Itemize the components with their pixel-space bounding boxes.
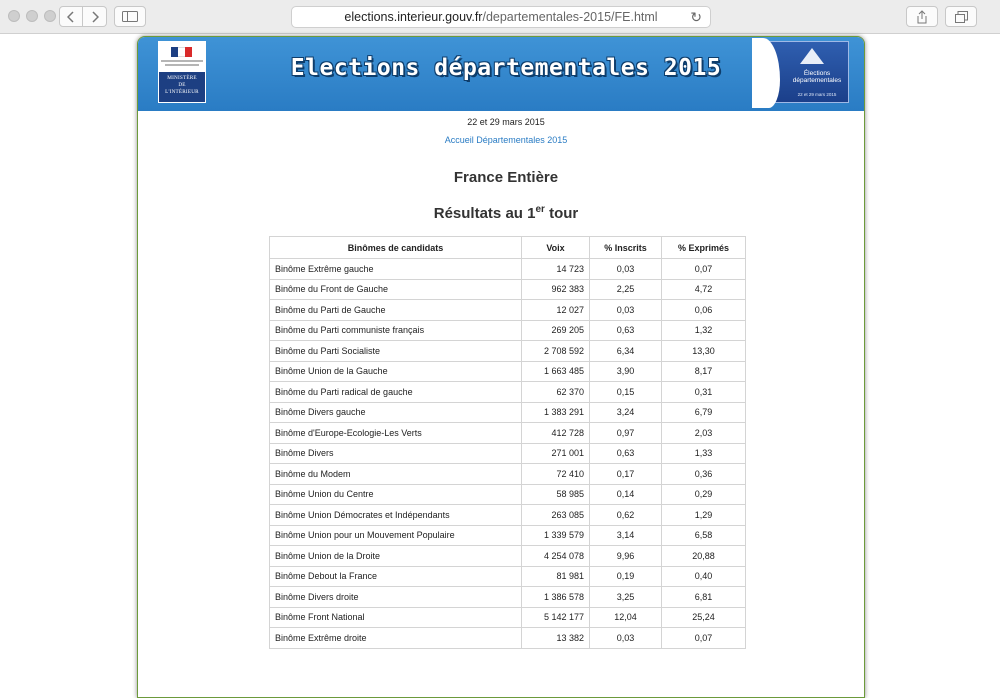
percent-inscrits-cell: 3,24 <box>590 402 662 423</box>
percent-inscrits-cell: 0,03 <box>590 259 662 280</box>
chevron-left-icon <box>67 11 75 23</box>
candidate-name-cell: Binôme d'Europe-Ecologie-Les Verts <box>270 423 522 444</box>
votes-cell: 81 981 <box>522 566 590 587</box>
percent-exprimes-cell: 8,17 <box>662 361 746 382</box>
candidate-name-cell: Binôme du Parti radical de gauche <box>270 382 522 403</box>
logo-line: MINISTÈRE <box>167 75 197 81</box>
percent-exprimes-cell: 1,32 <box>662 320 746 341</box>
ballot-icon <box>800 48 824 64</box>
content-frame <box>137 36 865 698</box>
table-row <box>270 279 746 300</box>
table-row <box>270 443 746 464</box>
votes-cell: 72 410 <box>522 464 590 485</box>
votes-cell: 62 370 <box>522 382 590 403</box>
percent-inscrits-cell: 0,03 <box>590 628 662 649</box>
candidate-name-cell: Binôme du Modem <box>270 464 522 485</box>
logo-line: départementales <box>792 77 842 84</box>
logo-elections-label <box>786 70 848 84</box>
percent-inscrits-cell: 3,14 <box>590 525 662 546</box>
votes-cell: 263 085 <box>522 505 590 526</box>
logo-line: L'INTÉRIEUR <box>165 89 199 95</box>
percent-inscrits-cell: 0,15 <box>590 382 662 403</box>
column-header: % Inscrits <box>590 237 662 259</box>
results-table-body <box>270 259 746 649</box>
candidate-name-cell: Binôme Divers gauche <box>270 402 522 423</box>
share-button[interactable] <box>906 6 938 27</box>
candidate-name-cell: Binôme Divers <box>270 443 522 464</box>
table-row <box>270 402 746 423</box>
results-heading <box>138 204 865 222</box>
results-heading-sup: er <box>535 204 545 215</box>
percent-exprimes-cell: 1,33 <box>662 443 746 464</box>
percent-exprimes-cell: 6,79 <box>662 402 746 423</box>
table-row <box>270 464 746 485</box>
candidate-name-cell: Binôme du Parti Socialiste <box>270 341 522 362</box>
votes-cell: 5 142 177 <box>522 607 590 628</box>
percent-exprimes-cell: 0,40 <box>662 566 746 587</box>
browser-toolbar <box>0 0 1000 34</box>
candidate-name-cell: Binôme Union du Centre <box>270 484 522 505</box>
site-title: Elections départementales 2015 <box>290 55 722 81</box>
table-row <box>270 300 746 321</box>
percent-exprimes-cell: 0,07 <box>662 628 746 649</box>
results-heading-suffix: tour <box>544 205 579 222</box>
votes-cell: 1 383 291 <box>522 402 590 423</box>
close-window-icon[interactable] <box>8 10 20 22</box>
column-header: % Exprimés <box>662 237 746 259</box>
percent-exprimes-cell: 1,29 <box>662 505 746 526</box>
zoom-window-icon[interactable] <box>44 10 56 22</box>
percent-exprimes-cell: 25,24 <box>662 607 746 628</box>
address-bar[interactable] <box>291 6 711 28</box>
percent-inscrits-cell: 0,62 <box>590 505 662 526</box>
votes-cell: 13 382 <box>522 628 590 649</box>
table-row <box>270 382 746 403</box>
table-row <box>270 607 746 628</box>
table-row <box>270 546 746 567</box>
column-header: Voix <box>522 237 590 259</box>
percent-inscrits-cell: 9,96 <box>590 546 662 567</box>
home-link[interactable]: Accueil Départementales 2015 <box>444 135 568 145</box>
candidate-name-cell: Binôme du Front de Gauche <box>270 279 522 300</box>
votes-cell: 1 386 578 <box>522 587 590 608</box>
votes-cell: 1 339 579 <box>522 525 590 546</box>
results-table <box>269 236 746 649</box>
percent-inscrits-cell: 0,14 <box>590 484 662 505</box>
reload-icon[interactable]: ↻ <box>690 9 702 25</box>
percent-inscrits-cell: 0,97 <box>590 423 662 444</box>
percent-inscrits-cell: 2,25 <box>590 279 662 300</box>
candidate-name-cell: Binôme Union pour un Mouvement Populaire <box>270 525 522 546</box>
table-row <box>270 587 746 608</box>
percent-exprimes-cell: 6,58 <box>662 525 746 546</box>
region-title: France Entière <box>453 169 559 186</box>
election-dates: 22 et 29 mars 2015 <box>467 117 545 127</box>
percent-exprimes-cell: 0,29 <box>662 484 746 505</box>
table-row <box>270 423 746 444</box>
votes-cell: 58 985 <box>522 484 590 505</box>
results-heading-text: Résultats au 1 <box>433 205 536 222</box>
votes-cell: 12 027 <box>522 300 590 321</box>
minimize-window-icon[interactable] <box>26 10 38 22</box>
table-row <box>270 525 746 546</box>
candidate-name-cell: Binôme du Parti de Gauche <box>270 300 522 321</box>
table-row <box>270 259 746 280</box>
percent-exprimes-cell: 0,36 <box>662 464 746 485</box>
candidate-name-cell: Binôme Front National <box>270 607 522 628</box>
sidebar-icon <box>122 11 138 22</box>
table-row <box>270 566 746 587</box>
sidebar-button[interactable] <box>114 6 146 27</box>
share-icon <box>916 10 928 24</box>
logo-line: DE <box>178 82 186 88</box>
votes-cell: 14 723 <box>522 259 590 280</box>
header-banner <box>138 37 864 111</box>
percent-exprimes-cell: 4,72 <box>662 279 746 300</box>
candidate-name-cell: Binôme Union de la Droite <box>270 546 522 567</box>
candidate-name-cell: Binôme Union Démocrates et Indépendants <box>270 505 522 526</box>
percent-exprimes-cell: 0,06 <box>662 300 746 321</box>
chevron-right-icon <box>91 11 99 23</box>
tabs-button[interactable] <box>945 6 977 27</box>
table-header-row <box>270 237 746 259</box>
percent-exprimes-cell: 2,03 <box>662 423 746 444</box>
percent-inscrits-cell: 6,34 <box>590 341 662 362</box>
table-row <box>270 361 746 382</box>
percent-exprimes-cell: 0,31 <box>662 382 746 403</box>
votes-cell: 4 254 078 <box>522 546 590 567</box>
logo-elections-date: 22 et 29 mars 2015 <box>797 92 837 97</box>
url-path: /departementales-2015/FE.html <box>482 10 658 24</box>
votes-cell: 2 708 592 <box>522 341 590 362</box>
candidate-name-cell: Binôme Extrême gauche <box>270 259 522 280</box>
candidate-name-cell: Binôme Union de la Gauche <box>270 361 522 382</box>
column-header: Binômes de candidats <box>270 237 522 259</box>
tabs-icon <box>955 11 968 23</box>
table-row <box>270 484 746 505</box>
forward-button[interactable] <box>83 6 107 27</box>
votes-cell: 271 001 <box>522 443 590 464</box>
table-row <box>270 320 746 341</box>
percent-inscrits-cell: 0,03 <box>590 300 662 321</box>
back-button[interactable] <box>59 6 83 27</box>
candidate-name-cell: Binôme du Parti communiste français <box>270 320 522 341</box>
percent-inscrits-cell: 12,04 <box>590 607 662 628</box>
percent-exprimes-cell: 13,30 <box>662 341 746 362</box>
percent-inscrits-cell: 0,63 <box>590 320 662 341</box>
percent-exprimes-cell: 20,88 <box>662 546 746 567</box>
elections-departementales-logo[interactable] <box>755 41 849 103</box>
logo-line: Élections <box>803 70 831 77</box>
table-row <box>270 341 746 362</box>
percent-inscrits-cell: 3,90 <box>590 361 662 382</box>
votes-cell: 1 663 485 <box>522 361 590 382</box>
percent-inscrits-cell: 0,19 <box>590 566 662 587</box>
candidate-name-cell: Binôme Divers droite <box>270 587 522 608</box>
candidate-name-cell: Binôme Extrême droite <box>270 628 522 649</box>
marianne-profile <box>752 38 780 108</box>
percent-inscrits-cell: 3,25 <box>590 587 662 608</box>
percent-exprimes-cell: 0,07 <box>662 259 746 280</box>
table-row <box>270 628 746 649</box>
url-domain: elections.interieur.gouv.fr <box>344 10 483 24</box>
percent-inscrits-cell: 0,17 <box>590 464 662 485</box>
candidate-name-cell: Binôme Debout la France <box>270 566 522 587</box>
table-row <box>270 505 746 526</box>
votes-cell: 412 728 <box>522 423 590 444</box>
votes-cell: 269 205 <box>522 320 590 341</box>
percent-exprimes-cell: 6,81 <box>662 587 746 608</box>
percent-inscrits-cell: 0,63 <box>590 443 662 464</box>
votes-cell: 962 383 <box>522 279 590 300</box>
